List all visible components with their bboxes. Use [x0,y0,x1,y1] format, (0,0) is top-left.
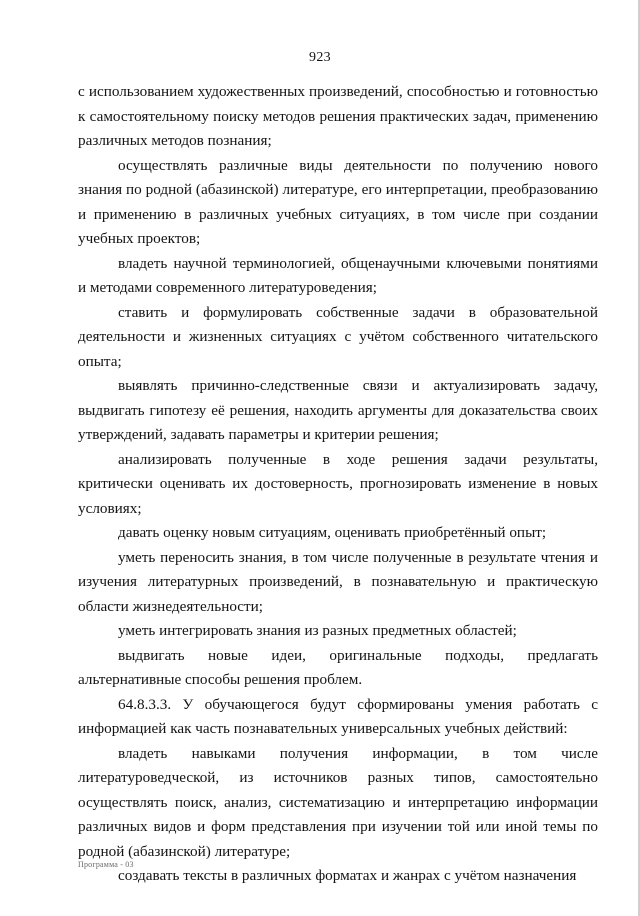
section-paragraph: 64.8.3.3. У обучающегося будут сформированы умения работать с информацией как часть познавательных универсальных учебных действий: [78,695,598,737]
paragraph: ставить и формулировать собственные задачи в образовательной деятельности и жизненных ситуациях с учётом собственного читательского опыта; [78,303,598,370]
paragraph: владеть научной терминологией, общенаучными ключевыми понятиями и методами современного литературоведения; [78,254,598,296]
page-number: 923 [309,50,331,65]
paragraph: выявлять причинно-следственные связи и актуализировать задачу, выдвигать гипотезу её решения, находить аргументы для доказательства своих утверждений, задавать параметры и критерии решения; [78,377,598,443]
document-body [78,80,598,889]
paragraph: уметь интегрировать знания из разных предметных областей; [118,622,517,639]
page-footer: Программа - 03 [78,860,134,869]
paragraph: создавать тексты в различных форматах и жанрах с учётом назначения [118,867,577,884]
paragraph: выдвигать новые идеи, оригинальные подходы, предлагать альтернативные способы решения проблем. [78,646,598,688]
paragraph: осуществлять различные виды деятельности по получению нового знания по родной (абазинской) литературе, его интерпретации, преобразованию и применению в различных учебных ситуациях, в том числе при создании учебных проектов; [78,156,598,247]
paragraph: анализировать полученные в ходе решения задачи результаты, критически оценивать их достоверность, прогнозировать изменение в новых условиях; [78,450,598,517]
paragraph: давать оценку новым ситуациям, оценивать приобретённый опыт; [118,524,547,541]
paragraph: уметь переносить знания, в том числе полученные в результате чтения и изучения литературных произведений, в познавательную и практическую области жизнедеятельности; [78,548,598,615]
paragraph: с использованием художественных произведений, способностью и готовностью к самостоятельному поиску методов решения практических задач, применению различных методов познания; [78,83,598,149]
paragraph: владеть навыками получения информации, в том числе литературоведческой, из источников разных типов, самостоятельно осуществлять поиск, анализ, систематизацию и интерпретацию информации различных видов и форм представления при изучении той или иной темы по родной (абазинской) литературе; [78,744,598,860]
